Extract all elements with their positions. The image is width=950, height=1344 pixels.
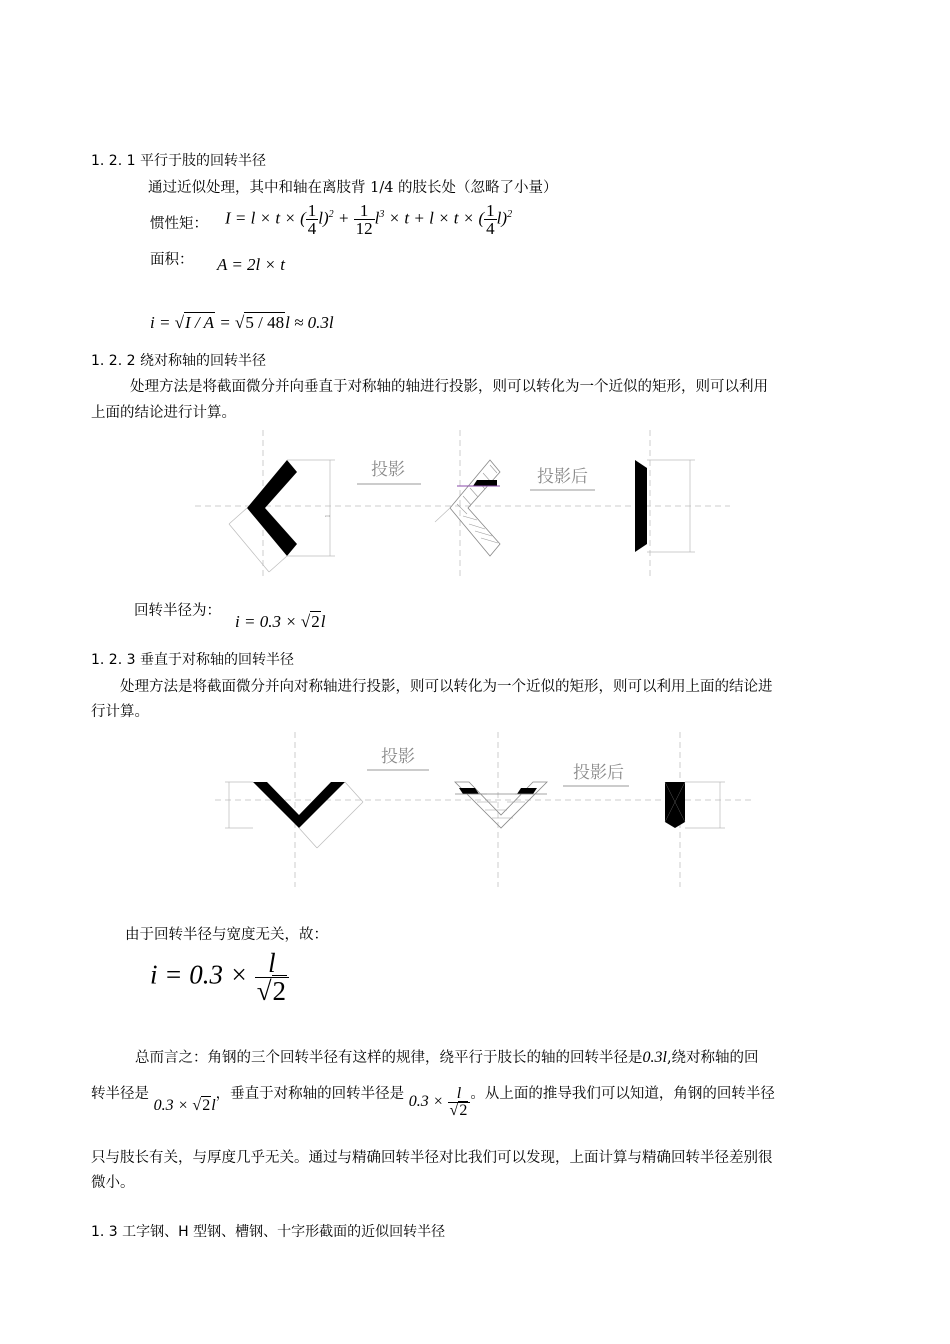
result-label-1-2-2: 回转半径为： xyxy=(134,603,221,619)
section-heading-1-2-3: 1. 2. 3 垂直于对称轴的回转半径 xyxy=(91,652,294,668)
section-heading-1-3: 1. 3 工字钢、H 型钢、槽钢、十字形截面的近似回转半径 xyxy=(91,1224,446,1240)
paragraph-1-2-1: 通过近似处理，其中和轴在离肢背 1/4 的肢长处（忽略了小量） xyxy=(148,180,558,196)
summary-line1b: 0.3l xyxy=(642,1049,667,1066)
summary-line2b-tail: l xyxy=(211,1097,216,1115)
fig2-label-projection: 投影 xyxy=(381,747,415,767)
result-tail: l xyxy=(320,612,326,631)
radius-formula-1: i = √I / A = √5 / 48l ≈ 0.3l xyxy=(150,313,334,332)
figure-1-projection xyxy=(195,430,730,580)
inertia-label: 惯性矩： xyxy=(150,216,208,232)
summary-line1a: 总而言之：角钢的三个回转半径有这样的规律，绕平行于肢长的轴的回转半径是 xyxy=(135,1050,643,1066)
summary-line2e: 。从上面的推导我们可以知道，角钢的回转半径 xyxy=(470,1086,775,1103)
reason-1-2-3: 由于回转半径与宽度无关，故： xyxy=(125,927,328,943)
result-formula-left: i = 0.3 × xyxy=(235,612,301,631)
summary-line1 xyxy=(135,1046,759,1067)
result-formula-1-2-2: i = 0.3 × √2l xyxy=(235,612,326,631)
paragraph-1-2-2-line1: 处理方法是将截面微分并向垂直于对称轴的轴进行投影，则可以转化为一个近似的矩形，则可以利用 xyxy=(130,379,768,395)
summary-line4: 微小。 xyxy=(91,1175,135,1191)
fig1-label-projection: 投影 xyxy=(371,460,405,480)
sqrt2-tail: l xyxy=(285,313,290,332)
sqrt-i-over-a: I / A xyxy=(185,313,215,332)
svg-text:l: l xyxy=(325,515,332,517)
formula-denominator: 2 xyxy=(272,976,287,1006)
summary-line2d-num: l xyxy=(456,1085,462,1102)
result-formula-1-2-3: i = 0.3 × $\frac{l}{√2}$ xyxy=(150,950,289,1005)
result-sqrt: 2 xyxy=(311,612,320,631)
summary-line2b-sqrt: 2 xyxy=(202,1097,211,1115)
summary-line2c: ，垂直于对称轴的回转半径是 xyxy=(215,1086,405,1103)
summary-line2d: 0.3 × xyxy=(408,1093,448,1111)
summary-line2a: 转半径是 xyxy=(91,1086,149,1103)
summary-line2b: 0.3 × xyxy=(153,1097,193,1115)
radius-formula-right: ≈ 0.3l xyxy=(289,313,334,332)
sqrt-5-48: 5 / 48 xyxy=(245,313,285,332)
fig1-label-after: 投影后 xyxy=(537,467,588,487)
figure-2-projection xyxy=(215,732,755,887)
summary-line3: 只与肢长有关，与厚度几乎无关。通过与精确回转半径对比我们可以发现，上面计算与精确回转半径差别很 xyxy=(91,1150,773,1166)
fig2-label-after: 投影后 xyxy=(573,763,624,783)
summary-line2d-den: 2 xyxy=(459,1102,468,1119)
section-heading-1-2-2: 1. 2. 2 绕对称轴的回转半径 xyxy=(91,353,266,369)
paragraph-1-2-3-line1: 处理方法是将截面微分并向对称轴进行投影，则可以转化为一个近似的矩形，则可以利用上面的结论进 xyxy=(120,679,773,695)
summary-line1c: ,绕对称轴的回 xyxy=(666,1050,759,1066)
radius-formula-mid: = xyxy=(215,313,235,332)
inertia-formula: I = l × t × ( $\frac{1}{4}$ l)$^2$ + $\frac{1}{12}$ $l^3 \times t + l \times t$ × ( $\frac{1}{4}$ l)$^2$ xyxy=(225,201,513,238)
area-formula: A = 2l × t xyxy=(217,255,285,274)
area-label: 面积： xyxy=(150,252,194,268)
section-heading-1-2-1: 1. 2. 1 平行于肢的回转半径 xyxy=(91,153,266,169)
radius-formula-left: i = xyxy=(150,313,175,332)
formula-numerator: l xyxy=(268,948,276,978)
formula-left: i = 0.3 × xyxy=(150,959,255,990)
paragraph-1-2-3-line2: 行计算。 xyxy=(91,704,149,720)
summary-line2: 转半径是 0.3 × √2l，垂直于对称轴的回转半径是 0.3 × $\frac{l}{√2}$ 。从上面的推导我们可以知道，角钢的回转半径 xyxy=(91,1085,775,1119)
paragraph-1-2-2-line2: 上面的结论进行计算。 xyxy=(91,405,236,421)
